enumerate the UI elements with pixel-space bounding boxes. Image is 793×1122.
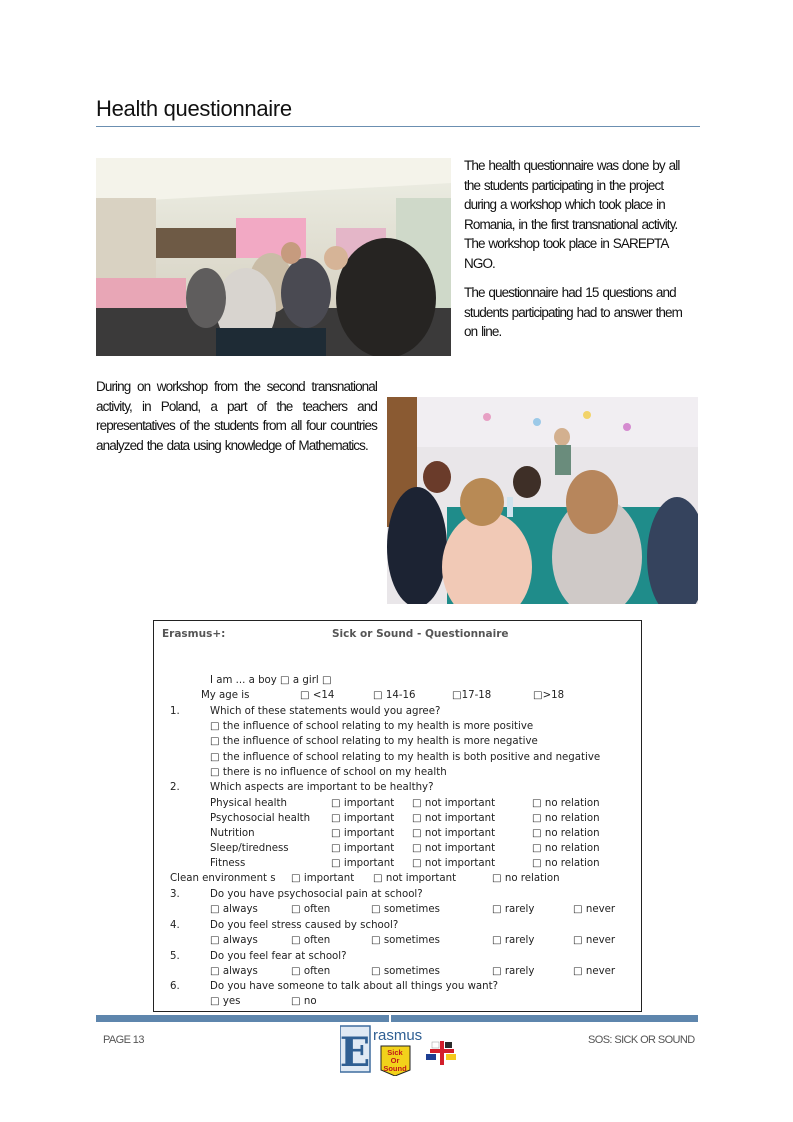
rating-option: □ important: [331, 828, 395, 839]
frequency-option: □ rarely: [492, 966, 535, 977]
frequency-option: □ often: [291, 904, 331, 915]
workshop-photo-poland: [387, 397, 698, 604]
questionnaire-image: [153, 620, 642, 1012]
rating-option: □ important: [331, 813, 395, 824]
question-number: 5.: [170, 951, 180, 962]
flags-cross-icon: [426, 1041, 456, 1065]
frequency-option: □ never: [573, 904, 616, 915]
rating-option: □ no relation: [532, 858, 600, 869]
frequency-option: □ always: [210, 966, 258, 977]
questionnaire-heading: Sick or Sound - Questionnaire: [332, 628, 509, 640]
rating-option: □ no relation: [492, 873, 560, 884]
answer-option: □ the influence of school relating to my health is more negative: [210, 736, 538, 747]
questionnaire-paragraph: The questionnaire had 15 questions and students participating had to answer them on line.: [464, 285, 682, 339]
workshop-photo-romania: [96, 158, 451, 356]
answer-option: □ there is no influence of school on my health: [210, 767, 447, 778]
aspect-label: Physical health: [210, 798, 287, 809]
question-number: 1.: [170, 706, 180, 717]
rating-option: □ not important: [412, 828, 496, 839]
yes-no-option: □ yes: [210, 996, 241, 1007]
question-number: 2.: [170, 782, 180, 793]
rating-option: □ no relation: [532, 813, 600, 824]
badge-line: Or: [390, 1056, 400, 1065]
page-number: PAGE 13: [103, 1034, 144, 1046]
rating-option: □ not important: [373, 873, 457, 884]
gender-line: I am ... a boy □ a girl □: [210, 675, 332, 686]
yes-no-option: □ no: [291, 996, 317, 1007]
rating-option: □ important: [331, 798, 395, 809]
age-label: My age is: [201, 690, 250, 701]
frequency-option: □ sometimes: [371, 966, 440, 977]
question-text: Do you feel stress caused by school?: [210, 920, 399, 931]
rating-option: □ important: [291, 873, 355, 884]
aspect-label: Clean environment s: [170, 873, 276, 884]
erasmus-sick-or-sound-logo: [340, 1024, 460, 1076]
question-text: Do you have psychosocial pain at school?: [210, 889, 423, 900]
frequency-option: □ rarely: [492, 935, 535, 946]
question-number: 6.: [170, 981, 180, 992]
aspect-label: Fitness: [210, 858, 246, 869]
badge-line: Sick: [387, 1048, 403, 1057]
answer-option: □ the influence of school relating to my health is more positive: [210, 721, 534, 732]
rating-option: □ no relation: [532, 843, 600, 854]
rating-option: □ important: [331, 858, 395, 869]
age-option: □>18: [533, 690, 565, 701]
poland-workshop-paragraph: During on workshop from the second transnational activity, in Poland, a part of the teachers and representatives of the students from all four countries analyzed the data using knowledge of Mathematics.: [96, 379, 377, 453]
aspect-label: Psychosocial health: [210, 813, 311, 824]
aspect-label: Sleep/tiredness: [210, 843, 289, 854]
rating-option: □ no relation: [532, 798, 600, 809]
age-option: □ 14-16: [373, 690, 416, 701]
questionnaire-brand: Erasmus+:: [162, 628, 226, 640]
aspect-label: Nutrition: [210, 828, 255, 839]
rating-option: □ not important: [412, 858, 496, 869]
question-text: Which of these statements would you agree?: [210, 706, 441, 717]
age-option: □17-18: [452, 690, 492, 701]
intro-paragraph: The health questionnaire was done by all the students participating in the project during a workshop which took place in Romania, in the first transnational activity. The workshop took place in SAREPTA NGO.: [464, 158, 680, 271]
age-option: □ <14: [300, 690, 335, 701]
rating-option: □ no relation: [532, 828, 600, 839]
question-text: Do you have someone to talk about all things you want?: [210, 981, 499, 992]
page-title: Health questionnaire: [96, 96, 292, 121]
logo-letter: E: [340, 1029, 371, 1076]
footer-project-name: SOS: SICK OR SOUND: [588, 1034, 695, 1046]
logo-text: rasmus: [373, 1027, 423, 1044]
frequency-option: □ always: [210, 935, 258, 946]
frequency-option: □ often: [291, 935, 331, 946]
footer-bar-right: [391, 1015, 698, 1022]
rating-option: □ important: [331, 843, 395, 854]
question-number: 4.: [170, 920, 180, 931]
rating-option: □ not important: [412, 813, 496, 824]
frequency-option: □ rarely: [492, 904, 535, 915]
frequency-option: □ never: [573, 935, 616, 946]
frequency-option: □ sometimes: [371, 904, 440, 915]
question-text: Which aspects are important to be healthy?: [210, 782, 434, 793]
frequency-option: □ often: [291, 966, 331, 977]
footer-bar-left: [96, 1015, 389, 1022]
badge-line: Sound: [383, 1064, 407, 1073]
answer-option: □ the influence of school relating to my health is both positive and negative: [210, 752, 601, 763]
title-underline: [96, 126, 700, 127]
frequency-option: □ sometimes: [371, 935, 440, 946]
rating-option: □ not important: [412, 798, 496, 809]
frequency-option: □ never: [573, 966, 616, 977]
rating-option: □ not important: [412, 843, 496, 854]
frequency-option: □ always: [210, 904, 258, 915]
question-text: Do you feel fear at school?: [210, 951, 347, 962]
question-number: 3.: [170, 889, 180, 900]
